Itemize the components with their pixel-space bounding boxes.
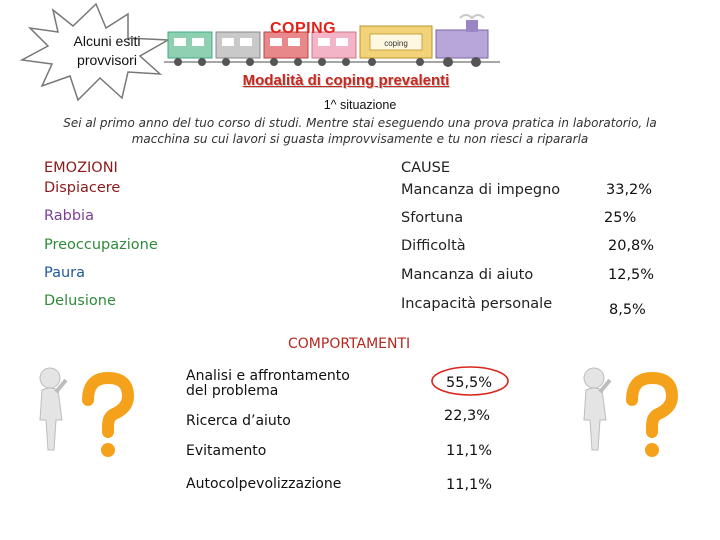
emotion-item: Dispiacere [44, 180, 121, 196]
causes-header: CAUSE [401, 160, 451, 176]
behaviour-value: 11,1% [446, 477, 493, 493]
behaviour-label-line-1: Analisi e affrontamento [186, 368, 350, 384]
page-subtitle: Modalità di coping prevalenti [242, 72, 450, 89]
situation-title: 1^ situazione [323, 98, 397, 112]
emotion-item: Paura [44, 265, 86, 281]
cause-value: 25% [604, 210, 637, 226]
behaviour-value: 55,5% [446, 375, 493, 391]
behaviour-item: Autocolpevolizzazione [186, 476, 342, 492]
behaviour-value: 22,3% [444, 408, 491, 424]
behaviour-item: Ricerca d’aiuto [186, 413, 291, 429]
cause-item: Mancanza di aiuto [401, 267, 534, 283]
behaviour-item [186, 369, 350, 399]
cause-value: 12,5% [608, 267, 655, 283]
scenario-line-1: Sei al primo anno del tuo corso di studi. Mentre stai eseguendo una prova pratica in laboratorio, la [63, 116, 657, 130]
behaviours-title: COMPORTAMENTI [288, 336, 411, 352]
question-man-icon [570, 362, 680, 462]
question-man-icon [26, 362, 136, 462]
emotion-item: Rabbia [44, 208, 94, 224]
cause-item: Difficoltà [401, 238, 466, 254]
cause-item: Sfortuna [401, 210, 464, 226]
badge-line-1: Alcuni esiti [73, 33, 141, 49]
scenario-line-2: macchina su cui lavori si guasta improvvisamente e tu non riesci a ripararla [131, 132, 589, 146]
cause-value: 33,2% [606, 182, 653, 198]
behaviour-value: 11,1% [446, 443, 493, 459]
cause-value: 8,5% [609, 302, 646, 318]
scenario-text [60, 115, 660, 147]
cause-value: 20,8% [608, 238, 655, 254]
train-sign-text: coping [384, 39, 408, 48]
behaviour-label-line-2: del problema [186, 383, 279, 399]
behaviour-item: Evitamento [186, 443, 267, 459]
emotion-item: Preoccupazione [44, 237, 158, 253]
cause-item: Mancanza di impegno [401, 182, 561, 198]
cause-item: Incapacità personale [401, 296, 553, 312]
emotions-header: EMOZIONI [44, 160, 118, 176]
emotion-item: Delusione [44, 293, 116, 309]
coping-title: COPING [270, 20, 337, 37]
badge-text [52, 32, 162, 70]
badge-line-2: provvisori [77, 52, 137, 68]
